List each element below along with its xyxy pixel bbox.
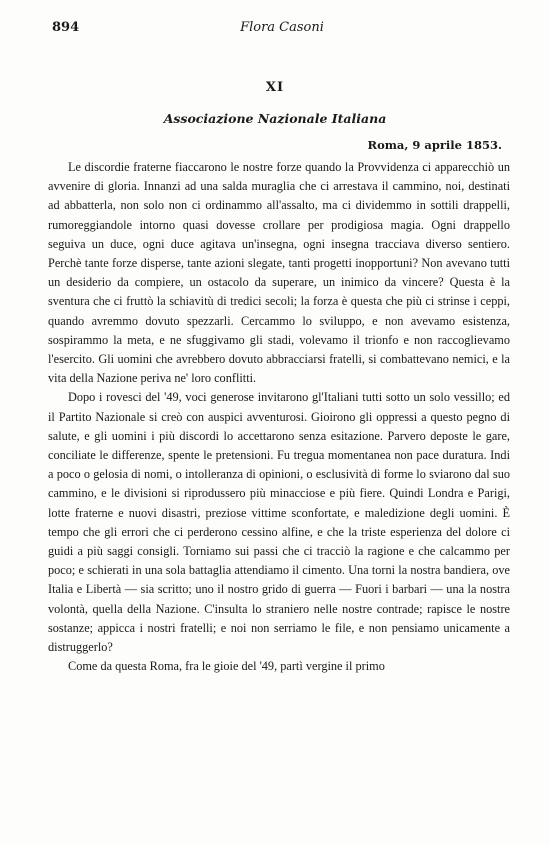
running-title: Flora Casoni xyxy=(240,20,324,35)
dateline: Roma, 9 aprile 1853. xyxy=(367,138,502,152)
running-head xyxy=(52,20,512,38)
paragraph: Le discordie fraterne fiaccarono le nostre forze quando la Provvidenza ci apparecchiò un avvenire di gloria. Innanzi ad una salda muraglia che ci arrestava il cammino, noi, destinati ad abbatterla, non solo non ci ordinammo all'assalto, ma ci dividemmo in sottili drappelli, rumoreggiandole intorno quasi dovesse crollare per prodigiosa magia. Ogni drappello seguiva un duce, ogni duce agitava un'insegna, ogni insegna tracciava diverso sentiero. Perchè tante forze disperse, tante azioni slegate, tanti progetti inopportuni? Non avevano tutti un desiderio da compiere, un ostacolo da superare, un inimico da vincere? Questa è la sventura che ci fruttò la schiavitù di tredici secoli; la forza è questa che più ci strinse i ceppi, quando avremmo dovuto spezzarli. Cercammo lo sviluppo, e non avevamo esistenza, sospirammo la meta, e ne sfuggivamo gli stadi, volevamo il trionfo e non raccoglievamo l'esercito. Gli uomini che avrebbero dovuto abbracciarsi fratelli, si combattevano nemici, e la vita della Nazione periva ne' loro conflitti. xyxy=(48,160,510,386)
paragraph: Come da questa Roma, fra le gioie del '49, partì vergine il primo xyxy=(68,659,385,674)
body-text xyxy=(48,158,510,676)
chapter-number: XI xyxy=(265,80,285,95)
paragraph: Dopo i rovesci del '49, voci generose invitarono gl'Italiani tutti sotto un solo vessillo; ed il Partito Nazionale si creò con auspici avventurosi. Gioirono gli oppressi a questo pegno di salute, e gli uomini i più discordi lo accettarono senza esitazione. Parvero deposte le gare, conciliate le differenze, spente le pretensioni. Fu tregua momentanea non pace duratura. Indi a poco o gelosia di nomi, o intolleranza di opinioni, o esclusività di forme lo sviarono dal suo cammino, e le divisioni si riprodussero più minacciose e più fiere. Quindi Londra e Parigi, lotte fraterne e nuovi disastri, preziose vittime sconfortate, e maledizione degli uomini. È tempo che gli errori che ci perderono cessino alfine, e che la triste esperienza del dolore ci guidi a più saggi consigli. Torniamo sui passi che ci tracciò la ragione e che calcammo per poco; e schierati in una sola battaglia attendiamo il cimento. Una torni la nostra bandiera, ove Italia e Libertà — sia scritto; uno il nostro grido di guerra — Fuori i barbari — una la nostra volontà, quella della Nazione. C'insulta lo straniero nelle nostre contrade; rapisce le nostre sostanze; appicca i nostri fratelli; e noi non serriamo le file, e non pensiamo unicamente a distruggerlo? xyxy=(48,390,510,655)
section-title: Associazione Nazionale Italiana xyxy=(163,111,387,126)
page-number: 894 xyxy=(52,20,80,35)
